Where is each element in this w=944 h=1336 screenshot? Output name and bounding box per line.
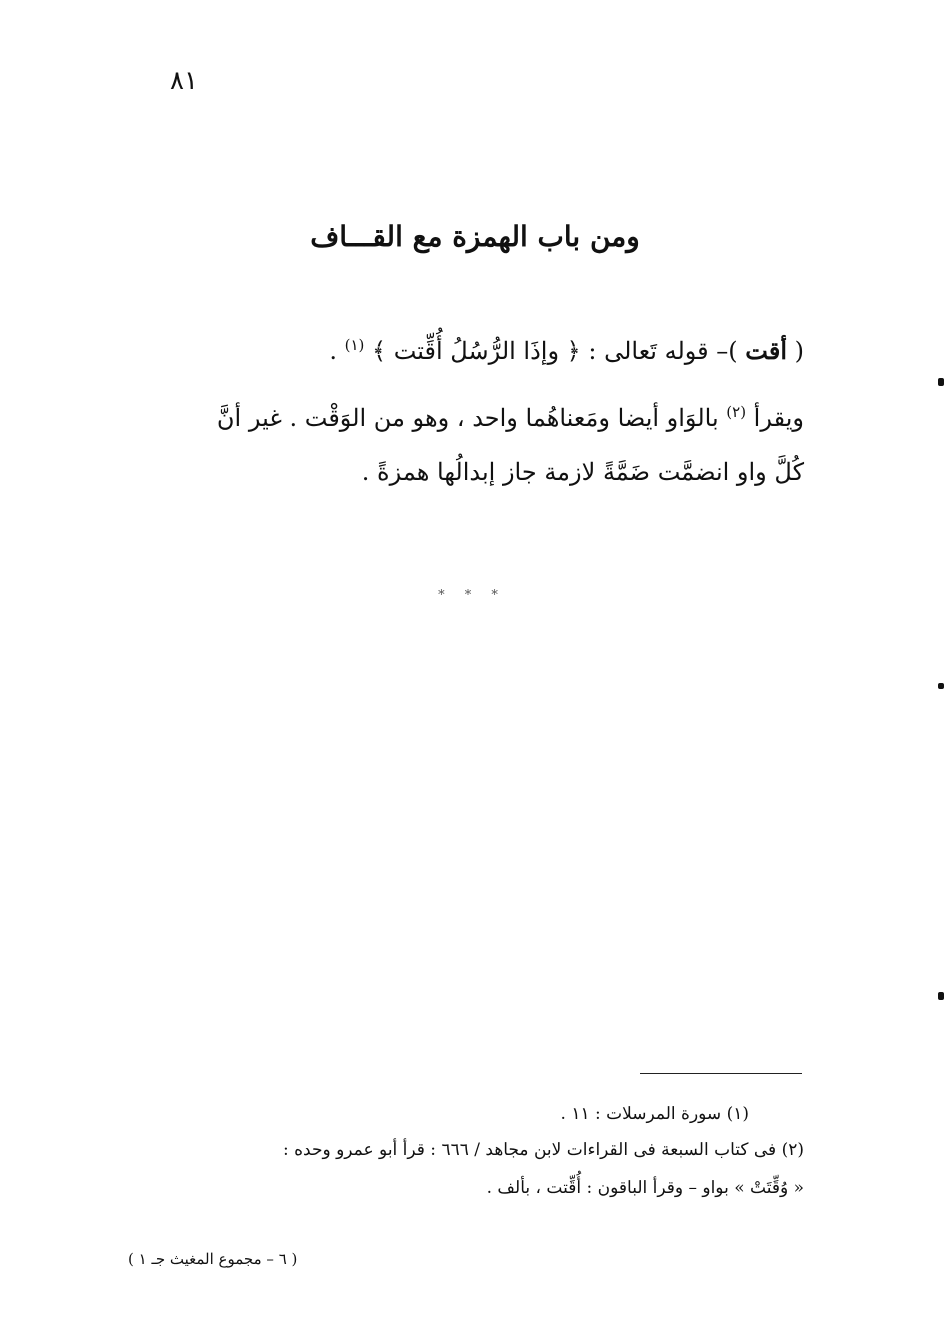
quote-intro: قوله تَعالى : [580, 337, 709, 365]
sheet-signature: ( ٦ – مجموع المغيث جـ ١ ) [128, 1250, 298, 1268]
footnote-2: (٢) فى كتاب السبعة فى القراءات لابن مجاهد / ٦٦٦ : قرأ أبو عمرو وحده : [282, 1140, 804, 1160]
scan-margin-mark [938, 992, 944, 1000]
footnote-ref-2: (٢) [726, 403, 747, 421]
section-separator: * * * [438, 588, 506, 603]
line-2-rest: بالوَاو أيضا ومَعناهُما واحد ، وهو من الوَقْت . غير أنَّ [216, 404, 727, 432]
entry-line-1 [329, 336, 804, 365]
line-2-start: ويقرأ [746, 404, 804, 432]
scan-margin-mark [938, 378, 944, 386]
quran-verse: ﴿ وإذَا الرُّسُلُ أُقِّتت ﴾ [372, 337, 581, 365]
footnote-1: (١) سورة المرسلات : ١١ . [560, 1104, 749, 1124]
entry-line-3: كُلَّ واو انضمَّت ضَمَّةً لازمة جاز إبدالُها همزةً . [361, 458, 804, 486]
scan-margin-mark [938, 683, 944, 689]
footnote-2-continued: « وُقِّتَتْ » بواو – وقرأ الباقون : أُقِّتت ، بألف . [486, 1178, 804, 1198]
entry-headword: أقت [745, 336, 787, 365]
footnote-ref-1: (١) [344, 336, 365, 354]
line-1-end: . [329, 337, 345, 365]
close-paren-dash: )– [708, 337, 746, 365]
section-heading: ومن باب الهمزة مع القـــاف [310, 220, 640, 253]
open-paren: ( [787, 337, 804, 365]
entry-line-2 [217, 403, 804, 432]
page-number: ٨١ [170, 66, 198, 96]
footnote-rule [640, 1073, 802, 1074]
